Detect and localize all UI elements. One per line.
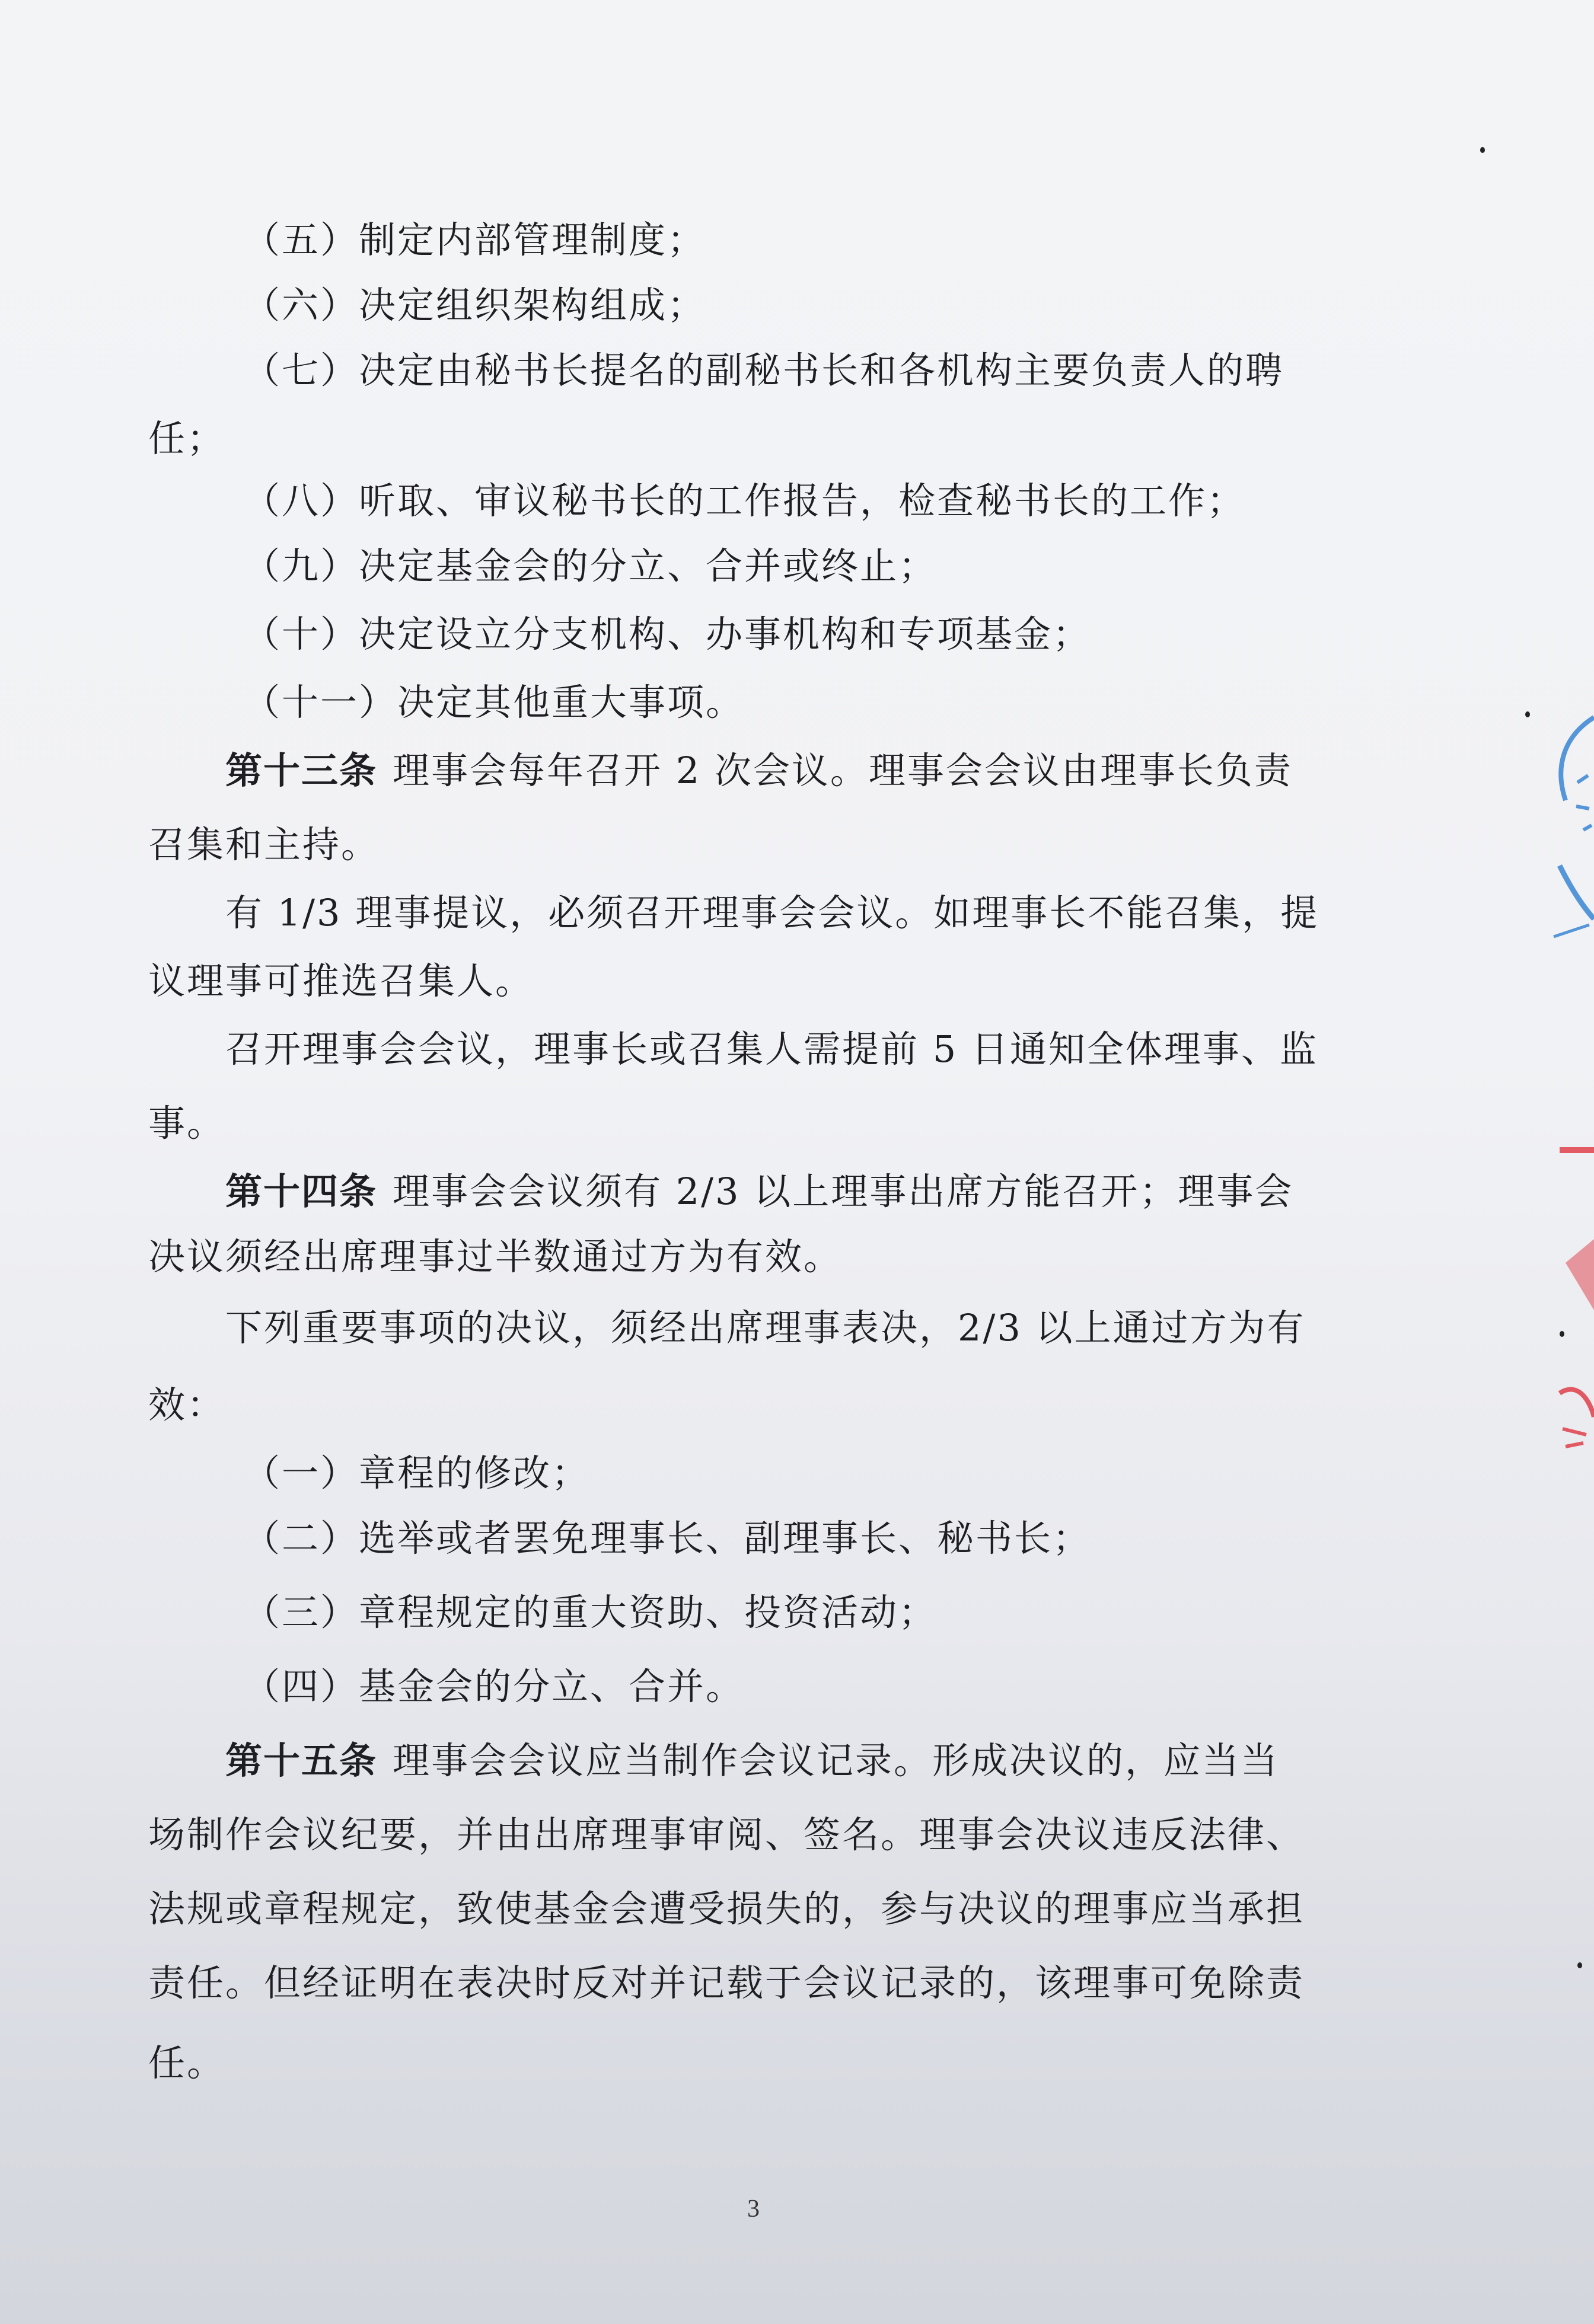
text-line: 效： bbox=[148, 1383, 226, 1426]
text-line: （七）决定由秘书长提名的副秘书长和各机构主要负责人的聘 bbox=[243, 349, 1284, 392]
text-line: 决议须经出席理事过半数通过方为有效。 bbox=[148, 1235, 843, 1278]
page-number: 3 bbox=[747, 2195, 760, 2223]
article-13-line: 第十三条 理事会每年召开 2 次会议。理事会会议由理事长负责 bbox=[225, 749, 1293, 792]
blue-seal-fragment-icon bbox=[1542, 711, 1594, 960]
text-line: （二）选举或者罢免理事长、副理事长、秘书长； bbox=[243, 1517, 1092, 1560]
article-number: 第十五条 bbox=[225, 1739, 378, 1782]
text-line: 议理事可推选召集人。 bbox=[148, 959, 534, 1003]
text-line: （六）决定组织架构组成； bbox=[243, 283, 706, 327]
scan-speck bbox=[1577, 1962, 1582, 1968]
article-number: 第十三条 bbox=[225, 749, 378, 792]
text-line: （三）章程规定的重大资助、投资活动； bbox=[243, 1591, 938, 1634]
text-line: （四）基金会的分立、合并。 bbox=[243, 1665, 745, 1708]
text-line: 责任。但经证明在表决时反对并记载于会议记录的，该理事可免除责 bbox=[148, 1961, 1305, 2004]
text-line: 事。 bbox=[148, 1102, 226, 1145]
red-seal-fragment-icon bbox=[1554, 1144, 1594, 1500]
text-line: （十一）决定其他重大事项。 bbox=[243, 681, 745, 724]
text-line: 有 1/3 理事提议，必须召开理事会会议。如理事长不能召集，提 bbox=[225, 891, 1319, 934]
article-number: 第十四条 bbox=[225, 1170, 378, 1213]
text-line: （九）决定基金会的分立、合并或终止； bbox=[243, 544, 938, 588]
text-line: 场制作会议纪要，并由出席理事审阅、签名。理事会决议违反法律、 bbox=[148, 1813, 1305, 1856]
scan-speck bbox=[1525, 711, 1530, 717]
text-line: 召开理事会会议，理事长或召集人需提前 5 日通知全体理事、监 bbox=[225, 1027, 1318, 1071]
article-14-line: 第十四条 理事会会议须有 2/3 以上理事出席方能召开；理事会 bbox=[225, 1170, 1294, 1213]
text-line: 召集和主持。 bbox=[148, 823, 380, 866]
text-line: 任； bbox=[148, 417, 226, 460]
text-line: （五）制定内部管理制度； bbox=[243, 218, 706, 261]
text-line: （十）决定设立分支机构、办事机构和专项基金； bbox=[243, 612, 1092, 656]
text-line: （一）章程的修改； bbox=[243, 1451, 591, 1495]
scan-speck bbox=[1480, 147, 1485, 153]
text-line: 下列重要事项的决议，须经出席理事表决，2/3 以上通过方为有 bbox=[225, 1306, 1306, 1349]
text-line: 任。 bbox=[148, 2041, 226, 2084]
article-15-line: 第十五条 理事会会议应当制作会议记录。形成决议的，应当当 bbox=[225, 1739, 1280, 1782]
text-line: （八）听取、审议秘书长的工作报告，检查秘书长的工作； bbox=[243, 479, 1246, 522]
text-line: 法规或章程规定，致使基金会遭受损失的，参与决议的理事应当承担 bbox=[148, 1887, 1305, 1930]
scan-speck bbox=[1560, 1331, 1564, 1337]
